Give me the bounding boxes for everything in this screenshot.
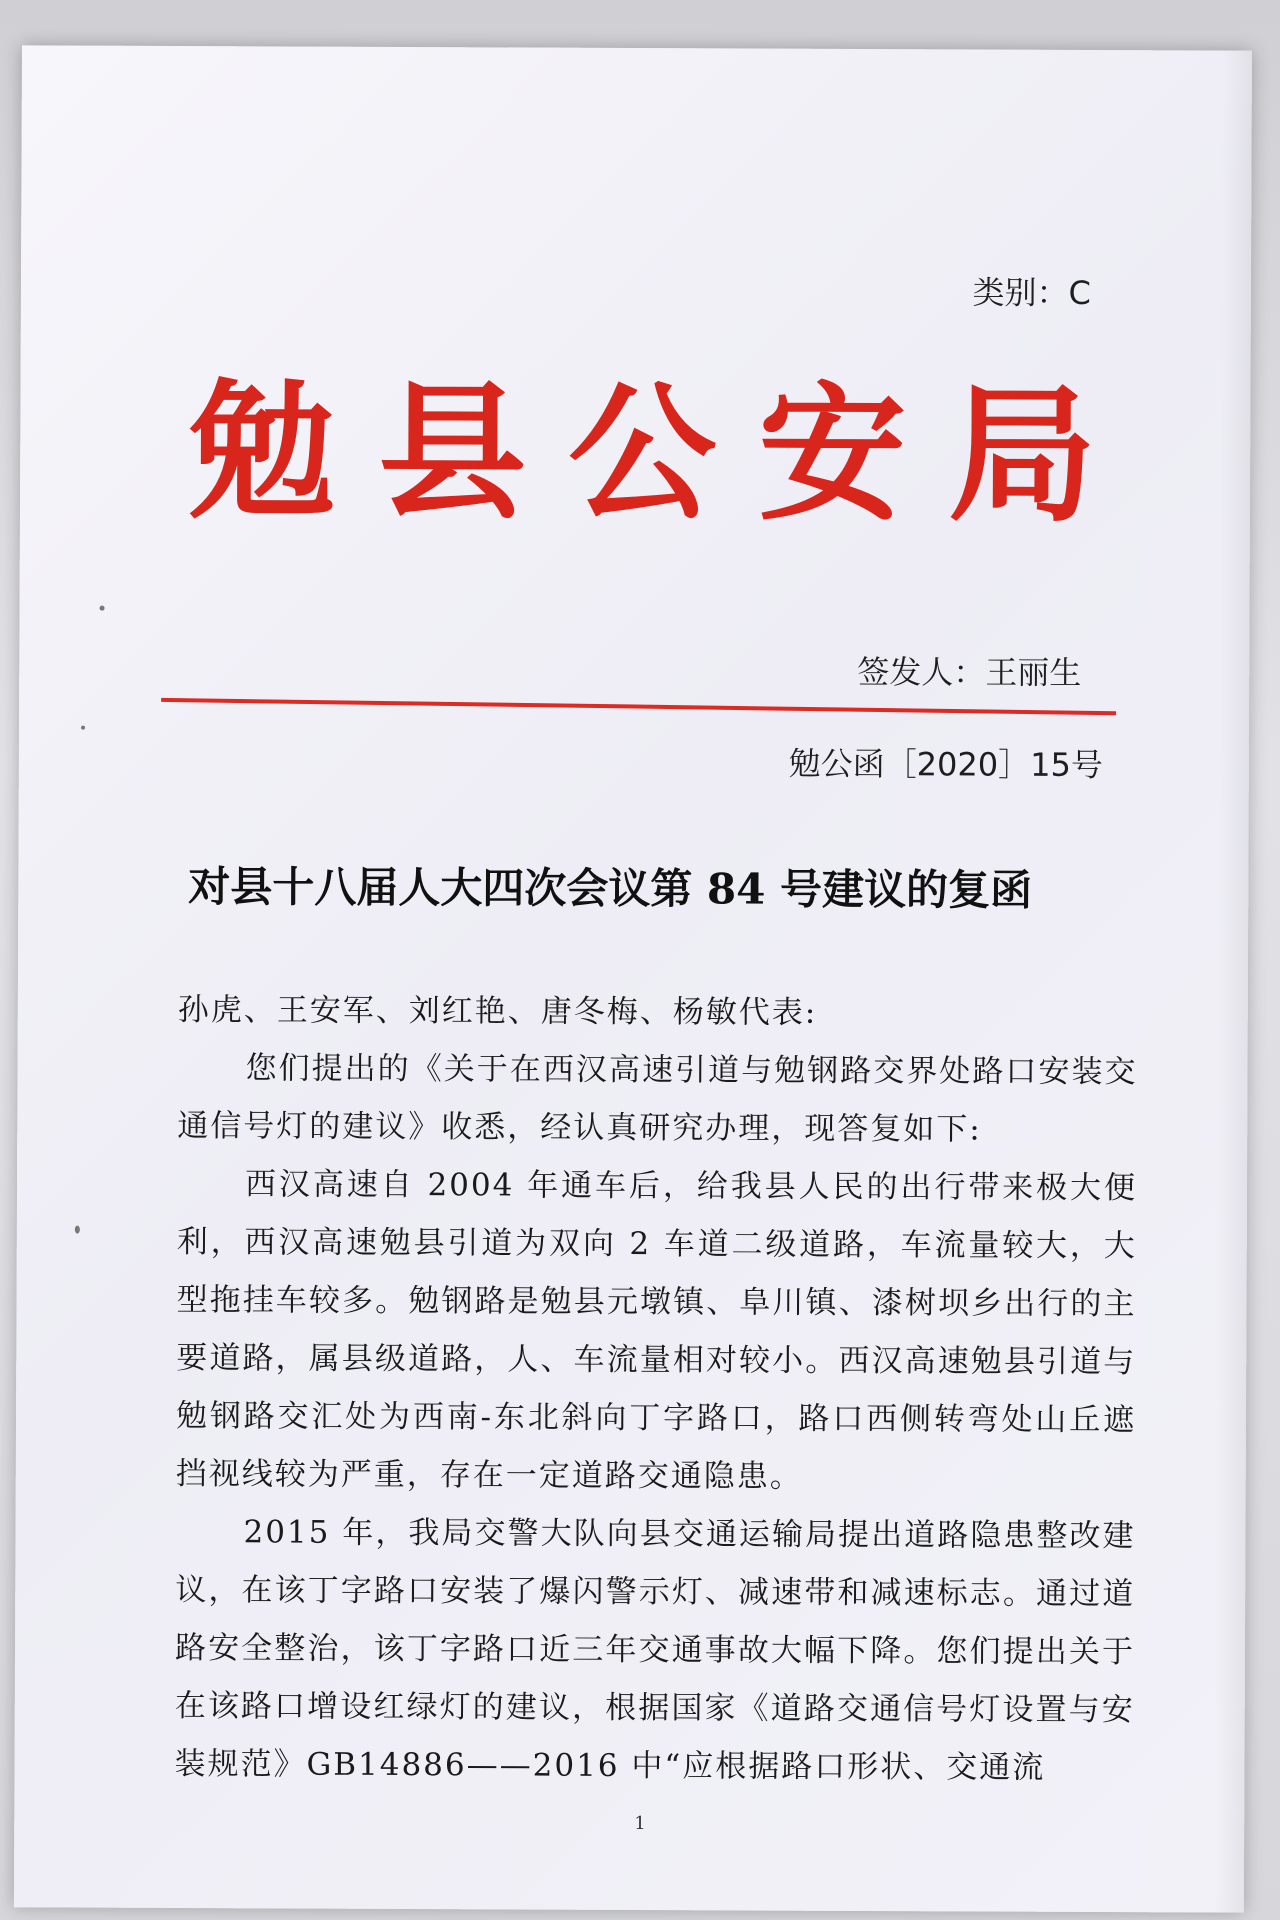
document-page [14, 45, 1252, 1912]
paper-speck [81, 726, 85, 730]
document-body [174, 981, 1138, 1797]
page-number: 1 [634, 1813, 646, 1835]
red-divider-line [161, 698, 1116, 715]
body-paragraph: 西汉高速自 2004 年通车后，给我县人民的出行带来极大便利，西汉高速勉县引道为双向 2 车道二级道路，车流量较大，大型拖挂车较多。勉钢路是勉县元墩镇、阜川镇、漆树坝乡出行的主要道路，属县级道路，人、车流量相对较小。西汉高速勉县引道与勉钢路交汇处为西南-东北斜向丁字路口，路口西侧转弯处山丘遮挡视线较为严重，存在一定道路交通隐患。 [175, 1166, 1138, 1495]
agency-header: 勉县公安局 [187, 364, 1139, 543]
salutation: 孙虎、王安军、刘红艳、唐冬梅、杨敏代表: [177, 992, 818, 1031]
paper-speck [100, 606, 105, 611]
paper-speck [75, 1226, 80, 1234]
body-paragraph: 2015 年，我局交警大队向县交通运输局提出道路隐患整改建议，在该丁字路口安装了爆闪警示灯、减速带和减速标志。通过道路安全整治，该丁字路口近三年交通事故大幅下降。您们提出关于在该路口增设红绿灯的建议，根据国家《道路交通信号灯设置与安装规范》GB14886——2016 中“应根据路口形状、交通流 [174, 1514, 1136, 1786]
issuer-line: 签发人：王丽生 [857, 652, 1082, 692]
document-title: 对县十八届人大四次会议第 84 号建议的复函 [188, 862, 1033, 915]
body-paragraph: 您们提出的《关于在西汉高速引道与勉钢路交界处路口安装交通信号灯的建议》收悉，经认真研究办理，现答复如下: [177, 1050, 1138, 1148]
document-number: 勉公函［2020］15号 [788, 744, 1103, 785]
category-label: 类别：C [972, 273, 1092, 312]
